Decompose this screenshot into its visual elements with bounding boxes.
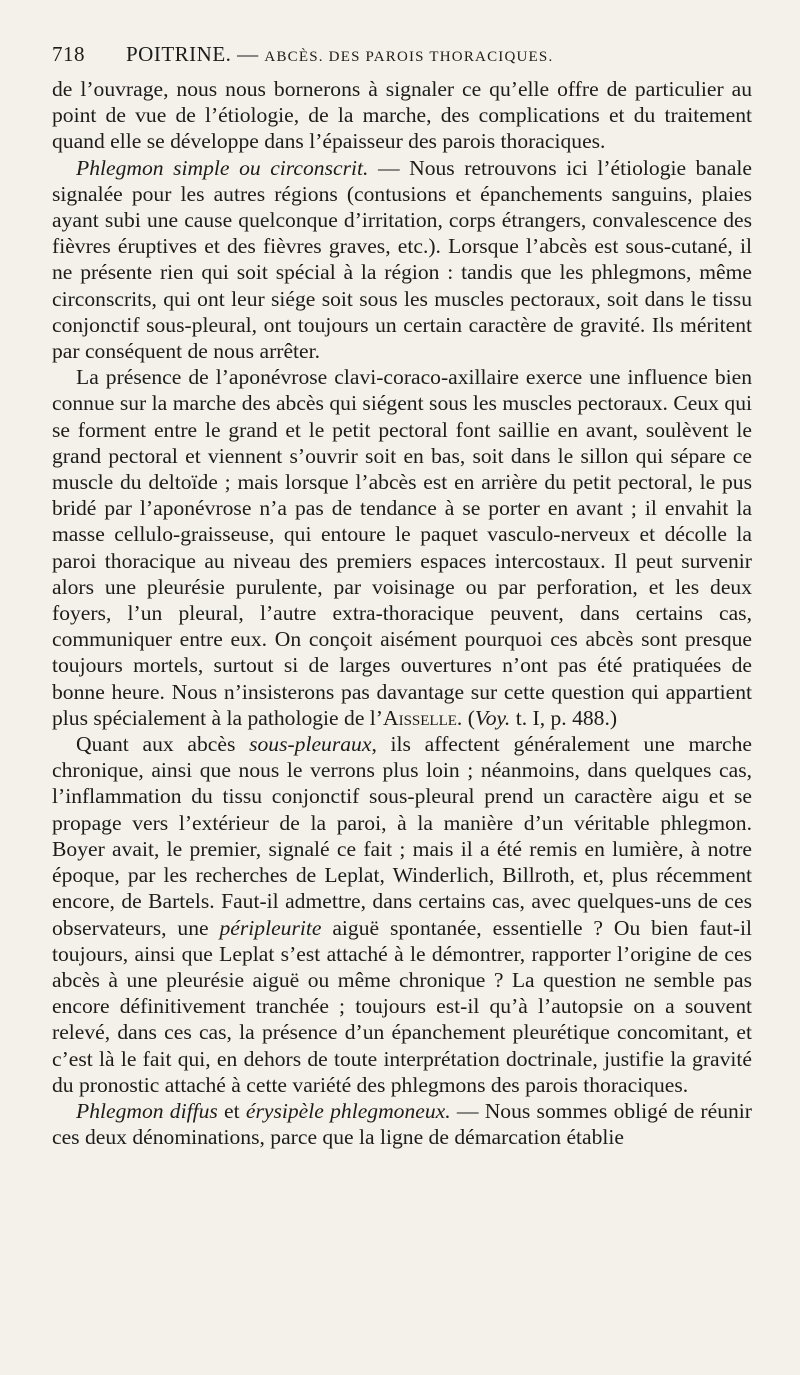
- running-title-main: POITRINE.: [126, 42, 232, 66]
- section-heading-phlegmon-diffus: Phlegmon diffus: [76, 1098, 218, 1123]
- running-title-sub: ABCÈS. DES PAROIS THORACIQUES.: [264, 49, 554, 65]
- section-heading-phlegmon-simple: Phlegmon simple ou circonscrit.: [76, 155, 369, 180]
- running-header: [52, 42, 752, 72]
- running-title-dash: —: [237, 42, 259, 66]
- paragraph-continuation: de l’ouvrage, nous nous bornerons à signaler ce qu’elle offre de particulier au point de vue de l’étiologie, de la marche, des complications et du traitement quand elle se développe dans l’épaisseur des parois thoraciques.: [52, 77, 752, 154]
- running-title: [126, 42, 553, 67]
- body-text: [52, 76, 752, 1150]
- cross-reference-aisselle: Aisselle.: [383, 705, 463, 730]
- section-heading-erysipele: érysipèle phlegmoneux.: [245, 1098, 451, 1123]
- paragraph-aponevrose: La présence de l’aponévrose clavi-coraco-axillaire exerce une influence bien connue sur la marche des abcès qui siégent sous les muscles pectoraux. Ceux qui se forment entre le grand et le petit pectoral font saillie en avant, soulèvent le grand pectoral et viennent s’ouvrir soit en bas, soit dans le sillon qui sépare ce muscle du deltoïde ; mais lorsque l’abcès est en arrière du petit pectoral, le pus bridé par l’aponévrose n’a pas de tendance à se porter en avant ; il envahit la masse cellulo-graisseuse, qui entoure le paquet vasculo-nerveux et décolle la paroi thoracique au niveau des premiers espaces intercostaux. Il peut survenir alors une pleurésie purulente, par voisinage ou par perforation, et les deux foyers, l’un pleural, l’autre extra-thoracique peuvent, dans certains cas, communiquer entre eux. On conçoit aisément pourquoi ces abcès sont presque toujours mortels, surtout si de larges ouvertures n’ont pas été pratiquées de bonne heure. Nous n’insisterons pas davantage sur cette question qui appartient plus spécialement à la pathologie de l’Aisselle. (Voy. t. I, p. 488.): [52, 365, 752, 730]
- paragraph-phlegmon-simple: Phlegmon simple ou circonscrit. — Nous retrouvons ici l’étiologie banale signalée pour les autres régions (contusions et épanchements sanguins, plaies ayant subi une cause quelconque d’irritation, corps étrangers, convalescence des fièvres éruptives et des fièvres graves, etc.). Lorsque l’abcès est sous-cutané, il ne présente rien qui soit spécial à la région : tandis que les phlegmons, même circonscrits, qui ont leur siége soit sous les muscles pectoraux, soit dans le tissu conjonctif sous-pleural, ont toujours un certain caractère de gravité. Ils méritent par conséquent de nous arrêter.: [52, 155, 753, 364]
- paragraph-sous-pleuraux: Quant aux abcès sous-pleuraux, ils affectent généralement une marche chronique, ainsi que nous le verrons plus loin ; néanmoins, dans quelques cas, l’inflammation du tissu conjonctif sous-pleural prend un caractère aigu et se propage vers l’extérieur de la paroi, à la manière d’un véritable phlegmon. Boyer avait, le premier, signalé ce fait ; mais il a été remis en lumière, à notre époque, par les recherches de Leplat, Winderlich, Billroth, et, plus récemment encore, de Bartels. Faut-il admettre, dans certains cas, avec quelques-uns de ces observateurs, une péripleurite aiguë spontanée, essentielle ? Ou bien faut-il toujours, ainsi que Leplat s’est attaché à le démontrer, rapporter l’origine de ces abcès à une pleurésie aiguë ou même chronique ? La question ne semble pas encore définitivement tranchée ; toujours est-il qu’à l’autopsie on a souvent relevé, dans ces cas, la présence d’un épanchement pleurétique concomitant, et c’est là le fait qui, en dehors de toute interprétation doctrinale, justifie la gravité du pronostic attaché à cette variété des phlegmons des parois thoraciques.: [52, 732, 752, 1097]
- paragraph-phlegmon-diffus: Phlegmon diffus et érysipèle phlegmoneux. — Nous sommes obligé de réunir ces deux dénominations, parce que la ligne de démarcation établie: [52, 1098, 752, 1150]
- page-number: 718: [52, 42, 85, 66]
